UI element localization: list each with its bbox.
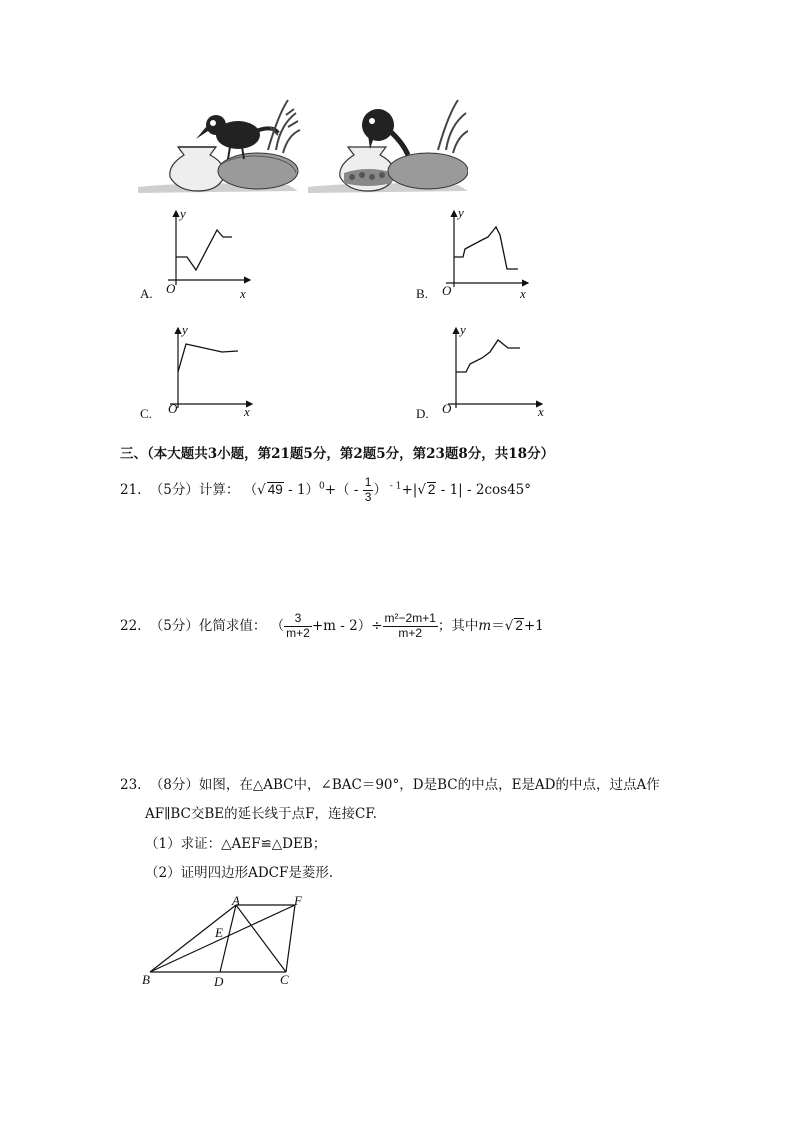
question-23-part-1: （1）求证：△AEF≌△DEB； [145,836,327,852]
graph-b-y-label: y [458,205,464,220]
crow-vase-illustration [138,95,468,200]
segment-fc [286,905,295,972]
exponent-minus-one: - 1 [386,481,402,492]
question-21: 21. （5分）计算： （√ 49 - 1）$^0$+（ - $\frac{1}{3}$ ） $^{- 1}$+|√ 2 - 1| - 2cos45° [120,475,531,504]
graph-a-y-label: y [180,206,186,221]
question-23-line-1 [120,779,660,793]
option-c-label: C. [140,406,152,421]
question-23-line-2: AF∥BC交BE的延长线于点F，连接CF. [145,806,377,822]
graph-curve [176,230,232,270]
question-score: （5分）化简求值： [149,617,267,634]
question-score: （5分）计算： [149,481,240,498]
question-23-part-2: （2）证明四边形ADCF是菱形. [145,865,334,881]
graph-c-x-label: x [244,404,250,419]
option-b-label: B. [416,286,428,301]
radical-2: 2 [427,481,436,497]
fraction-one-third [363,476,374,505]
graph-c-y-label: y [182,322,188,337]
point-c-label: C [280,972,289,987]
question-number: 22. [120,617,142,634]
graph-b-x-label: x [520,286,526,301]
question-22: 22. （5分）化简求值： （ $\frac{3}{m+2}$ +m - 2）÷ $\frac{\text{m²−2m+1}}{m+2}$ ；其中m＝√ 2+1 [120,611,544,640]
expr-part: +m - 2）÷ [311,617,383,634]
radical-2: 2 [515,617,523,633]
question-number: 21. [120,481,142,498]
expr-part: +（ - [324,481,363,498]
paren: （ [243,481,258,498]
fraction-3-over-m-plus-2 [284,612,312,641]
expr-part: +1 [523,617,544,634]
expr-part: - 1| - 2cos45° [436,481,531,498]
exponent-zero: 0 [319,481,325,492]
crow-vase-picture-1 [138,100,300,193]
point-a-label: A [232,893,240,908]
expr-part: +| [401,481,418,498]
fraction-denominator: m+2 [398,625,423,640]
crow-vase-picture-2 [308,100,468,193]
graph-d-y-label: y [460,322,466,337]
radical-49: 49 [267,481,283,497]
graph-d [418,322,548,422]
graph-d-origin: O [442,401,452,416]
point-b-label: B [142,972,150,987]
point-e-label: E [215,925,223,940]
point-d-label: D [214,974,224,989]
fraction-numerator: 3 [284,612,312,627]
expr-part: - 1） [283,481,320,498]
point-f-label: F [294,893,302,908]
option-d-label: D. [416,406,429,421]
question-text: （8分）如图，在△ABC中，∠BAC＝90°，D是BC的中点，E是AD的中点，过点A作 [149,777,660,793]
fraction-numerator: 1 [364,475,372,489]
fraction-numerator: m²−2m+1 [384,611,436,625]
graph-b-origin: O [442,283,452,298]
fraction-denominator: m+2 [286,625,310,640]
question-number: 23. [120,777,142,793]
equals: ＝ [491,617,505,634]
graph-a-origin: O [166,281,176,296]
fraction-denominator: 3 [364,489,372,504]
graph-a-x-label: x [240,286,246,301]
expr-part: ） [373,481,387,498]
graph-d-x-label: x [538,404,544,419]
graph-c-origin: O [168,401,178,416]
section-3-header: 三、（本大题共3小题，第21题5分，第2题5分，第23题8分，共18分） [120,446,555,462]
variable-m: m [478,617,492,634]
option-a-label: A. [140,286,153,301]
expr-part: ；其中 [437,617,479,634]
paren: （ [270,617,285,634]
segment-ac [236,905,286,972]
graph-c [140,322,260,422]
fraction-m-squared [383,612,438,641]
